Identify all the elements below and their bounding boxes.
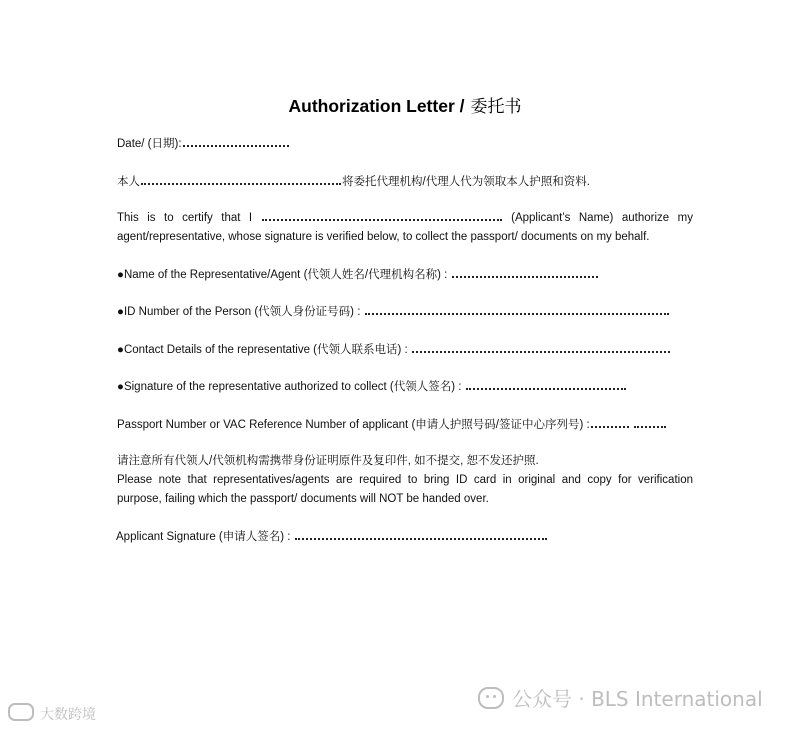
watermark-left [8, 703, 96, 724]
bullet-contact-details [117, 341, 671, 358]
passport-number-line [117, 416, 667, 433]
contact-details-blank[interactable] [412, 341, 670, 353]
certify-row-2: agent/representative, whose signature is verified below, to collect the passport/ documents on my behalf. [117, 231, 650, 243]
date-label: Date/ (日期): [117, 138, 182, 150]
notice-paragraph [117, 452, 693, 509]
brand-logo-icon [8, 703, 34, 721]
applicant-signature-line [116, 528, 548, 545]
certify-part-2: (Applicant’s Name) authorize my [511, 212, 693, 224]
passport-number-label: Passport Number or VAC Reference Number of applicant (申请人护照号码/签证中心序列号) : [117, 419, 590, 431]
title-chinese: 委托书 [470, 97, 522, 117]
passport-number-blank[interactable] [591, 416, 629, 428]
bullet-id-number [117, 303, 670, 320]
notice-english-1: Please note that representatives/agents are required to bring ID card in original and copy for verification [117, 474, 693, 486]
representative-name-blank[interactable] [452, 266, 598, 278]
representative-signature-blank[interactable] [466, 378, 626, 390]
applicant-signature-label: Applicant Signature (申请人签名) : [116, 531, 291, 543]
applicant-signature-blank[interactable] [295, 528, 547, 540]
chinese-statement [117, 173, 590, 190]
bullet-signature-representative [117, 378, 627, 395]
date-blank[interactable] [183, 135, 289, 147]
notice-chinese: 请注意所有代领人/代领机构需携带身份证明原件及复印件, 如不提交, 恕不发还护照. [117, 455, 539, 467]
certify-paragraph [117, 209, 693, 247]
title-english: Authorization Letter / [288, 96, 465, 116]
representative-signature-label: ●Signature of the representative authorized to collect (代领人签名) : [117, 381, 462, 393]
id-number-label: ●ID Number of the Person (代领人身份证号码) : [117, 306, 361, 318]
date-line [117, 135, 290, 152]
certify-row-1 [117, 209, 693, 228]
watermark-right-text: 公众号 · BLS International [512, 687, 763, 711]
letter-title [0, 92, 810, 117]
statement-suffix: 将委托代理机构/代理人代为领取本人护照和资料. [342, 176, 590, 188]
applicant-name-blank[interactable] [262, 209, 502, 221]
notice-english-2: purpose, failing which the passport/ documents will NOT be handed over. [117, 493, 489, 505]
certify-part-1: This is to certify that I [117, 212, 253, 224]
wechat-icon [478, 687, 504, 709]
applicant-name-blank-zh[interactable] [141, 173, 341, 185]
id-number-blank[interactable] [365, 303, 669, 315]
statement-prefix: 本人 [117, 176, 140, 188]
representative-name-label: ●Name of the Representative/Agent (代领人姓名/代理机构名称) : [117, 269, 448, 281]
watermark-left-text: 大数跨境 [40, 707, 96, 723]
contact-details-label: ●Contact Details of the representative (代领人联系电话) : [117, 344, 408, 356]
bullet-representative-name [117, 266, 599, 283]
vac-reference-blank[interactable] [634, 416, 666, 428]
watermark-right [478, 683, 763, 712]
